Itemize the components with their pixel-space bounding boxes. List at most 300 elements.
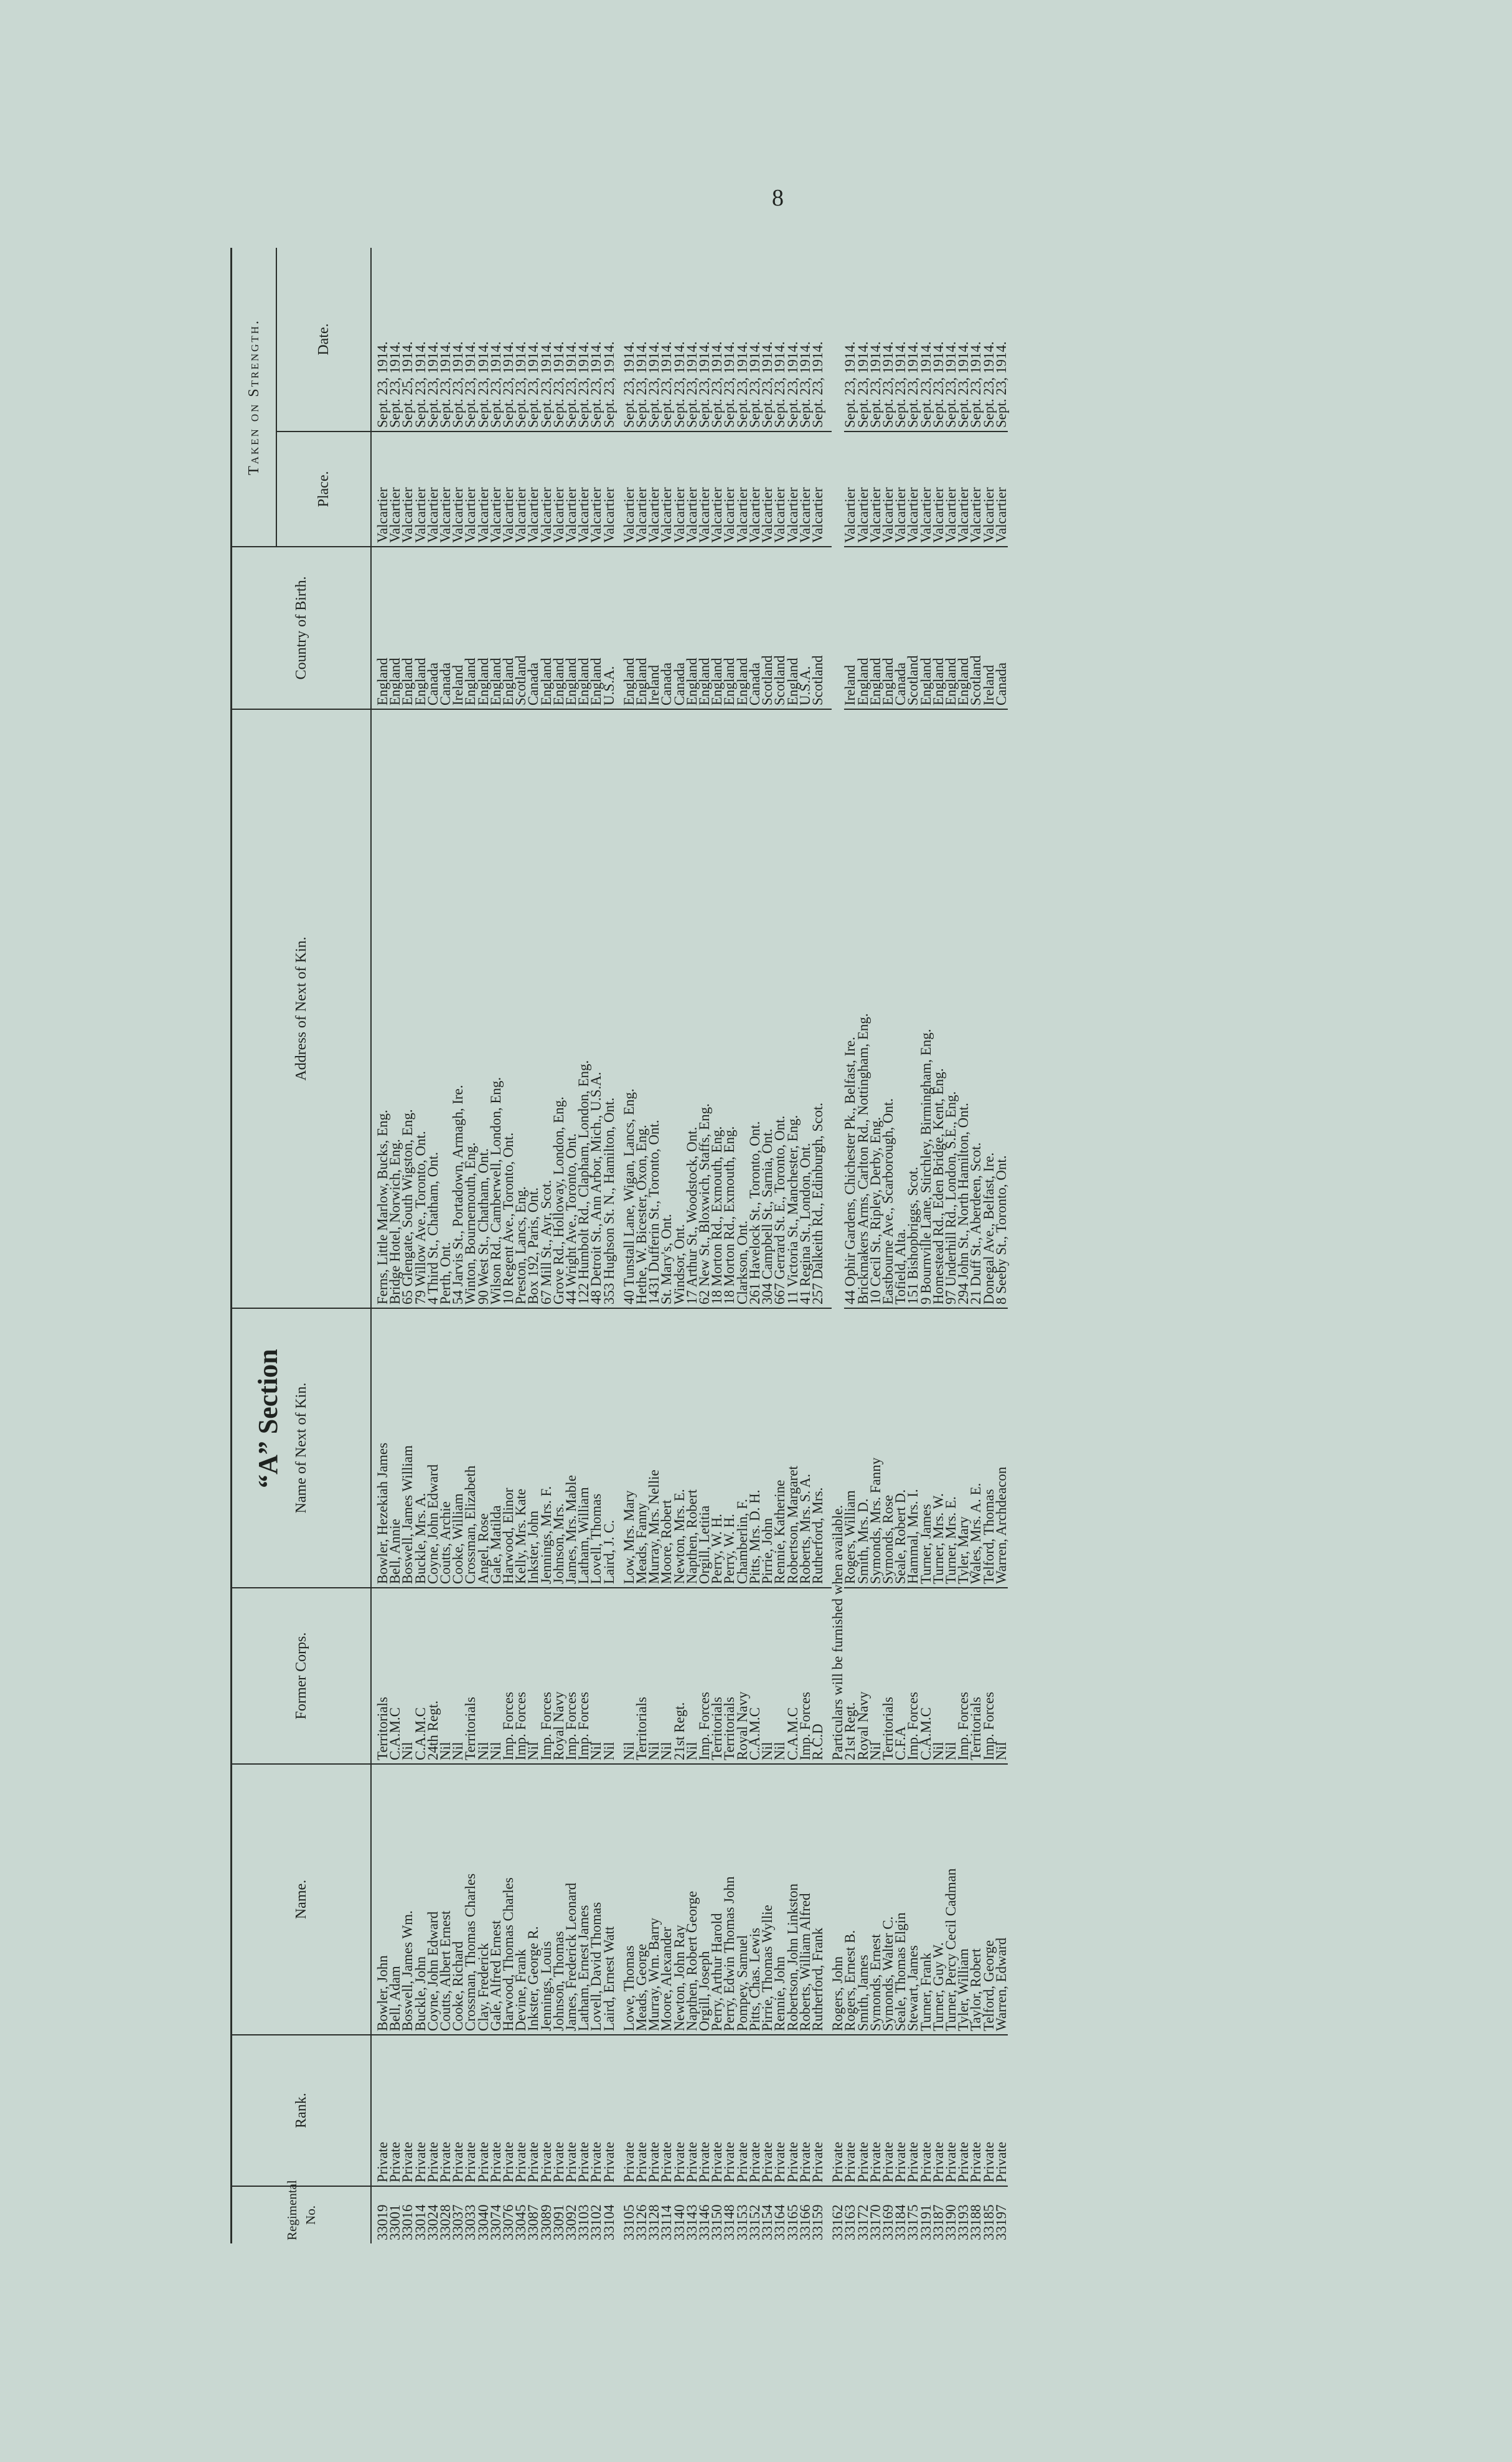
cell-next-of-kin: Jennings, Mrs. F.	[540, 1308, 553, 1588]
cell-country: Canada	[749, 547, 761, 709]
cell-former-corps: Imp. Forces	[907, 1588, 919, 1764]
cell-place: Valcartier	[490, 432, 502, 547]
cell-country: England	[686, 547, 698, 709]
cell-name: Harwood, Thomas Charles	[502, 1764, 515, 2035]
cell-date: Sept. 23, 1914.	[412, 341, 428, 428]
cell-regimental-no: 33045	[515, 2186, 527, 2243]
cell-place: Valcartier	[774, 432, 786, 547]
cell-rank: Private	[870, 2035, 882, 2186]
cell-regimental-no: 33091	[553, 2186, 565, 2243]
cell-former-corps: Imp. Forces	[578, 1588, 590, 1764]
cell-country: England	[565, 547, 578, 709]
cell-name: Laird, Ernest Watt	[603, 1764, 616, 2035]
cell-former-corps: Territorials	[723, 1588, 736, 1764]
cell-next-of-kin: Meads, Fanny	[636, 1308, 648, 1588]
cell-place: Valcartier	[515, 432, 527, 547]
table-row	[371, 248, 389, 2243]
cell-regimental-no: 33140	[674, 2186, 686, 2243]
cell-former-corps: Nil	[623, 1588, 636, 1764]
cell-former-corps: Nil	[870, 1588, 882, 1764]
cell-place: Valcartier	[389, 432, 401, 547]
cell-regimental-no: 33092	[565, 2186, 578, 2243]
cell-former-corps: Royal Navy	[857, 1588, 870, 1764]
cell-date: Sept. 23, 1914.	[797, 341, 813, 428]
cell-next-of-kin: Symonds, Mrs. Fanny	[870, 1308, 882, 1588]
cell-rank: Private	[674, 2035, 686, 2186]
cell-date: Sept. 23, 1914.	[842, 341, 858, 428]
header-rank: Rank.	[232, 2035, 372, 2186]
cell-date: Sept. 23, 1914.	[709, 341, 725, 428]
cell-country: Canada	[995, 547, 1008, 709]
cell-regimental-no: 33193	[957, 2186, 970, 2243]
cell-address: Brickmakers Arms, Carlton Rd., Nottingham, Eng.	[857, 709, 870, 1308]
cell-address: 257 Dalkeith Rd., Edinburgh, Scot.	[812, 709, 824, 1308]
section-title: “A” Section	[253, 1349, 283, 1488]
cell-date: Sept. 23, 1914.	[375, 341, 390, 428]
cell-name: Turner, Percy Cecil Cadman	[945, 1764, 957, 2035]
cell-address: 44 Ophir Gardens, Chichester Pk., Belfast, Ire.	[844, 709, 857, 1308]
cell-place: Valcartier	[711, 432, 723, 547]
cell-place: Valcartier	[698, 432, 711, 547]
cell-place: Valcartier	[945, 432, 957, 547]
cell-name: Cooke, Richard	[452, 1764, 464, 2035]
cell-place: Valcartier	[553, 432, 565, 547]
cell-next-of-kin: Seale, Robert D.	[895, 1308, 907, 1588]
cell-name: Devine, Frank	[515, 1764, 527, 2035]
cell-date: Sept. 23, 1914.	[671, 341, 687, 428]
cell-rank: Private	[590, 2035, 603, 2186]
cell-next-of-kin: Cooke, William	[452, 1308, 464, 1588]
cell-place: Valcartier	[787, 432, 799, 547]
cell-next-of-kin: Bell, Annie	[389, 1308, 401, 1588]
cell-next-of-kin: Murray, Mrs. Nellie	[648, 1308, 660, 1588]
cell-next-of-kin: Moore, Robert	[660, 1308, 673, 1588]
cell-regimental-no: 33016	[401, 2186, 414, 2243]
cell-address: 304 Campbell St., Sarnia, Ont.	[761, 709, 774, 1308]
cell-regimental-no: 33128	[648, 2186, 660, 2243]
cell-former-corps: Nil	[774, 1588, 786, 1764]
cell-regimental-no: 33172	[857, 2186, 870, 2243]
cell-address: Winton, Bournemouth, Eng.	[464, 709, 477, 1308]
cell-name: Meads, George	[636, 1764, 648, 2035]
cell-next-of-kin: Symonds, Rose	[882, 1308, 895, 1588]
nominal-roll-table	[230, 248, 1008, 2243]
cell-place: Valcartier	[870, 432, 882, 547]
cell-name: Tyler, William	[957, 1764, 970, 2035]
cell-place: Valcartier	[957, 432, 970, 547]
cell-name: Rennie, John	[774, 1764, 786, 2035]
cell-place: Valcartier	[723, 432, 736, 547]
cell-next-of-kin: Coutts, Archie	[439, 1308, 452, 1588]
cell-name: Coutts, Albert Ernest	[439, 1764, 452, 2035]
cell-regimental-no: 33175	[907, 2186, 919, 2243]
cell-former-corps: Imp. Forces	[957, 1588, 970, 1764]
cell-name: Napthen, Robert George	[686, 1764, 698, 2035]
cell-rank: Private	[578, 2035, 590, 2186]
cell-place: Valcartier	[371, 432, 389, 547]
cell-address: 90 West St., Chatham, Ont.	[477, 709, 490, 1308]
cell-date: Sept. 23, 1914.	[734, 341, 750, 428]
cell-name: Buckle, John	[415, 1764, 427, 2035]
cell-rank: Private	[401, 2035, 414, 2186]
cell-address: Wilson Rd., Camberwell, London, Eng.	[490, 709, 502, 1308]
cell-former-corps: Nil	[648, 1588, 660, 1764]
header-country: Country of Birth.	[232, 547, 372, 709]
cell-regimental-no: 33074	[490, 2186, 502, 2243]
cell-place: Valcartier	[749, 432, 761, 547]
cell-former-corps: Royal Navy	[553, 1588, 565, 1764]
cell-country: England	[464, 547, 477, 709]
cell-name: Seale, Thomas Elgin	[895, 1764, 907, 2035]
cell-former-corps: Territorials	[970, 1588, 982, 1764]
cell-address: 65 Glengate, South Wigston, Eng.	[401, 709, 414, 1308]
cell-date: Sept. 23, 1914.	[525, 341, 542, 428]
cell-rank: Private	[907, 2035, 919, 2186]
cell-regimental-no: 33185	[983, 2186, 995, 2243]
cell-regimental-no: 33102	[590, 2186, 603, 2243]
cell-regimental-no: 33184	[895, 2186, 907, 2243]
cell-date: Sept. 23, 1914.	[601, 341, 617, 428]
cell-rank: Private	[686, 2035, 698, 2186]
cell-date: Sept. 25, 1914.	[400, 341, 416, 428]
cell-country: Canada	[895, 547, 907, 709]
cell-name: Turner, Guy W.	[932, 1764, 945, 2035]
cell-rank: Private	[832, 2035, 844, 2186]
cell-name: Stewart, James	[907, 1764, 919, 2035]
cell-next-of-kin: Tyler, Mary	[957, 1308, 970, 1588]
cell-date: Sept. 23, 1914.	[563, 341, 580, 428]
cell-next-of-kin: Gale, Matilda	[490, 1308, 502, 1588]
cell-next-of-kin: Pitts, Mrs. D. H.	[749, 1308, 761, 1588]
cell-former-corps: Imp. Forces	[983, 1588, 995, 1764]
page-number: 8	[772, 185, 784, 211]
cell-address: 353 Hughson St. N., Hamilton, Ont.	[603, 709, 616, 1308]
cell-place: Valcartier	[882, 432, 895, 547]
cell-name: Orgill, Joseph	[698, 1764, 711, 2035]
cell-regimental-no: 33170	[870, 2186, 882, 2243]
cell-address: Perth, Ont.	[439, 709, 452, 1308]
cell-regimental-no: 33028	[439, 2186, 452, 2243]
cell-address: 122 Humbolt Rd., Clapham, London, Eng.	[578, 709, 590, 1308]
cell-country: England	[870, 547, 882, 709]
cell-next-of-kin: Newton, Mrs. E.	[674, 1308, 686, 1588]
cell-place: Valcartier	[477, 432, 490, 547]
cell-former-corps: Imp. Forces	[698, 1588, 711, 1764]
cell-regimental-no: 33105	[623, 2186, 636, 2243]
cell-date: Sept. 23, 1914.	[867, 341, 883, 428]
group-gap	[824, 248, 832, 2243]
header-next-of-kin: Name of Next of Kin.	[232, 1308, 372, 1588]
cell-address: 79 Willow Ave., Toronto, Ont.	[415, 709, 427, 1308]
cell-former-corps: Nil	[452, 1588, 464, 1764]
cell-rank: Private	[761, 2035, 774, 2186]
cell-next-of-kin: Smith, Mrs. D.	[857, 1308, 870, 1588]
cell-date: Sept. 23, 1914.	[942, 341, 959, 428]
cell-country: England	[698, 547, 711, 709]
cell-place: Valcartier	[799, 432, 812, 547]
cell-country: England	[945, 547, 957, 709]
cell-former-corps: Particulars will be furnished when available.	[830, 1504, 846, 1760]
cell-former-corps: Imp. Forces	[515, 1588, 527, 1764]
cell-next-of-kin: Turner, James	[920, 1308, 932, 1588]
cell-date: Sept. 23, 1914.	[659, 341, 675, 428]
cell-rank: Private	[895, 2035, 907, 2186]
cell-regimental-no: 33162	[832, 2186, 844, 2243]
cell-regimental-no: 33163	[844, 2186, 857, 2243]
roll-body	[371, 248, 1008, 2243]
cell-former-corps: C.A.M.C	[920, 1588, 932, 1764]
gap-cell	[616, 1588, 623, 1764]
cell-name: Robertson, John Linkston	[787, 1764, 799, 2035]
cell-rank: Private	[623, 2035, 636, 2186]
cell-place: Valcartier	[464, 432, 477, 547]
cell-name: Newton, John Ray	[674, 1764, 686, 2035]
cell-date: Sept. 23, 1914.	[550, 341, 566, 428]
cell-former-corps: Nil	[401, 1588, 414, 1764]
cell-country: England	[723, 547, 736, 709]
cell-date: Sept. 23, 1914.	[980, 341, 997, 428]
cell-country: England	[540, 547, 553, 709]
cell-place: Valcartier	[502, 432, 515, 547]
cell-regimental-no: 33040	[477, 2186, 490, 2243]
cell-former-corps: Imp. Forces	[502, 1588, 515, 1764]
cell-date: Sept. 23, 1914.	[918, 341, 934, 428]
gap-cell	[824, 248, 832, 432]
cell-country: Ireland	[648, 547, 660, 709]
cell-country: Ireland	[452, 547, 464, 709]
cell-place: Valcartier	[603, 432, 616, 547]
cell-address: 21 Duff St., Aberdeen, Scot.	[970, 709, 982, 1308]
cell-address: Bridge Hotel, Norwich, Eng.	[389, 709, 401, 1308]
cell-rank: Private	[540, 2035, 553, 2186]
cell-rank: Private	[502, 2035, 515, 2186]
cell-rank: Private	[553, 2035, 565, 2186]
cell-place: Valcartier	[674, 432, 686, 547]
cell-former-corps: Nil	[439, 1588, 452, 1764]
cell-name: Smith, James	[857, 1764, 870, 2035]
cell-rank: Private	[995, 2035, 1008, 2186]
cell-date: Sept. 23, 1914.	[634, 341, 650, 428]
cell-name: Rogers, Ernest B.	[844, 1764, 857, 2035]
cell-name: Perry, Arthur Harold	[711, 1764, 723, 2035]
cell-name: James, Frederick Leonard	[565, 1764, 578, 2035]
cell-next-of-kin: Rennie, Katherine	[774, 1308, 786, 1588]
table-row	[995, 248, 1008, 2243]
cell-name: Telford, George	[983, 1764, 995, 2035]
cell-regimental-no: 33153	[736, 2186, 749, 2243]
cell-rank: Private	[749, 2035, 761, 2186]
cell-name: Boswell, James Wm.	[401, 1764, 414, 2035]
cell-name: Roberts, William Alfred	[799, 1764, 812, 2035]
cell-address: Hethe, W. Bicester, Oxon, Eng.	[636, 709, 648, 1308]
cell-name: Clay, Frederick	[477, 1764, 490, 2035]
cell-date: Sept. 23, 1914.	[855, 341, 871, 428]
cell-regimental-no: 33146	[698, 2186, 711, 2243]
cell-name: Rutherford, Frank	[812, 1764, 824, 2035]
cell-regimental-no: 33014	[415, 2186, 427, 2243]
cell-date: Sept. 23, 1914.	[621, 341, 637, 428]
cell-former-corps: Nil	[527, 1588, 540, 1764]
cell-rank: Private	[723, 2035, 736, 2186]
cell-country: England	[502, 547, 515, 709]
cell-regimental-no: 33076	[502, 2186, 515, 2243]
cell-rank: Private	[711, 2035, 723, 2186]
cell-place: Valcartier	[648, 432, 660, 547]
cell-regimental-no: 33166	[799, 2186, 812, 2243]
cell-former-corps: Imp. Forces	[565, 1588, 578, 1764]
cell-former-corps: Territorials	[371, 1588, 389, 1764]
cell-date: Sept. 23, 1914.	[968, 341, 984, 428]
cell-rank: Private	[736, 2035, 749, 2186]
cell-next-of-kin: Perry, W. H.	[711, 1308, 723, 1588]
cell-next-of-kin: Latham, William	[578, 1308, 590, 1588]
cell-address: 17 Arthur St., Woodstock, Ont.	[686, 709, 698, 1308]
cell-regimental-no: 33188	[970, 2186, 982, 2243]
cell-name: Taylor, Robert	[970, 1764, 982, 2035]
cell-country: England	[920, 547, 932, 709]
cell-name: Bell, Adam	[389, 1764, 401, 2035]
table-row	[812, 248, 824, 2243]
cell-country: Canada	[660, 547, 673, 709]
cell-place: Valcartier	[660, 432, 673, 547]
cell-former-corps: R.C.D	[812, 1588, 824, 1764]
cell-former-corps: C.A.M.C	[749, 1588, 761, 1764]
cell-place: Valcartier	[452, 432, 464, 547]
cell-regimental-no: 33152	[749, 2186, 761, 2243]
cell-country: Scotland	[812, 547, 824, 709]
cell-country: U.S.A.	[603, 547, 616, 709]
cell-name: Moore, Alexander	[660, 1764, 673, 2035]
cell-rank: Private	[439, 2035, 452, 2186]
cell-name: Gale, Alfred Ernest	[490, 1764, 502, 2035]
cell-country: England	[736, 547, 749, 709]
cell-next-of-kin: Boswell, James William	[401, 1308, 414, 1588]
cell-country: Scotland	[907, 547, 919, 709]
cell-next-of-kin: Inkster, John	[527, 1308, 540, 1588]
cell-rank: Private	[464, 2035, 477, 2186]
cell-rank: Private	[844, 2035, 857, 2186]
cell-name: Crossman, Thomas Charles	[464, 1764, 477, 2035]
cell-next-of-kin: Pirrie, John	[761, 1308, 774, 1588]
cell-name: Symonds, Ernest	[870, 1764, 882, 2035]
cell-address: Eastbourne Ave., Scarborough, Ont.	[882, 709, 895, 1308]
cell-place: Valcartier	[427, 432, 439, 547]
cell-regimental-no: 33126	[636, 2186, 648, 2243]
cell-former-corps: Nil	[490, 1588, 502, 1764]
cell-regimental-no: 33033	[464, 2186, 477, 2243]
cell-rank: Private	[920, 2035, 932, 2186]
cell-date: Sept. 23, 1914.	[905, 341, 921, 428]
cell-rank: Private	[371, 2035, 389, 2186]
cell-address: 8 Seeby St., Toronto, Ont.	[995, 709, 1008, 1308]
cell-address: 10 Cecil St., Ripley, Derby, Eng.	[870, 709, 882, 1308]
cell-address: 294 John St., North Hamilton, Ont.	[957, 709, 970, 1308]
cell-date: Sept. 23, 1914.	[784, 341, 801, 428]
cell-address: 40 Tunstall Lane, Wigan, Lancs, Eng.	[623, 709, 636, 1308]
cell-next-of-kin: Hammal, Mrs. I.	[907, 1308, 919, 1588]
cell-regimental-no: 33164	[774, 2186, 786, 2243]
cell-date: Sept. 23, 1914.	[646, 341, 662, 428]
nominal-roll-table-wrapper	[230, 248, 1341, 2243]
cell-country: England	[415, 547, 427, 709]
cell-address: 1431 Dufferin St., Toronto, Ont.	[648, 709, 660, 1308]
cell-address: Grove Rd., Holloway, London, Eng.	[553, 709, 565, 1308]
cell-name: Rogers, John	[832, 1764, 844, 2035]
cell-place: Valcartier	[895, 432, 907, 547]
cell-place: Valcartier	[540, 432, 553, 547]
cell-name: Bowler, John	[371, 1764, 389, 2035]
cell-country: England	[371, 547, 389, 709]
cell-rank: Private	[636, 2035, 648, 2186]
cell-rank: Private	[477, 2035, 490, 2186]
cell-address: Tofield, Alta.	[895, 709, 907, 1308]
header-name: Name.	[232, 1764, 372, 2035]
cell-regimental-no: 33169	[882, 2186, 895, 2243]
cell-rank: Private	[415, 2035, 427, 2186]
cell-date: Sept. 23, 1914.	[880, 341, 896, 428]
cell-date: Sept. 23, 1914.	[387, 341, 403, 428]
cell-next-of-kin: Harwood, Elinor	[502, 1308, 515, 1588]
cell-date: Sept. 23, 1914.	[759, 341, 776, 428]
cell-place: Valcartier	[736, 432, 749, 547]
cell-name: Warren, Edward	[995, 1764, 1008, 2035]
cell-date: Sept. 23, 1914.	[746, 341, 763, 428]
cell-address: 48 Detroit St., Ann Arbor, Mich., U.S.A.	[590, 709, 603, 1308]
header-address: Address of Next of Kin.	[232, 709, 372, 1308]
cell-next-of-kin: Buckle, Mrs. A.	[415, 1308, 427, 1588]
cell-rank: Private	[648, 2035, 660, 2186]
cell-date: Sept. 23, 1914.	[956, 341, 972, 428]
cell-address: Box 192, Paris, Ont.	[527, 709, 540, 1308]
cell-former-corps: 21st Regt.	[674, 1588, 686, 1764]
cell-former-corps: Royal Navy	[736, 1588, 749, 1764]
cell-country: England	[932, 547, 945, 709]
cell-country: Scotland	[774, 547, 786, 709]
cell-date: Sept. 23, 1914.	[930, 341, 946, 428]
cell-next-of-kin: Lovell, Thomas	[590, 1308, 603, 1588]
cell-country: Canada	[674, 547, 686, 709]
cell-date: Sept. 23, 1914.	[438, 341, 454, 428]
cell-next-of-kin: Turner, Mrs. W.	[932, 1308, 945, 1588]
cell-date: Sept. 23, 1914.	[697, 341, 713, 428]
cell-address: 10 Regent Ave., Toronto, Ont.	[502, 709, 515, 1308]
cell-name: Pirrie, Thomas Wyllie	[761, 1764, 774, 2035]
cell-rank: Private	[787, 2035, 799, 2186]
cell-regimental-no: 33103	[578, 2186, 590, 2243]
header-regimental-no: Regimental No.	[232, 2186, 372, 2243]
cell-regimental-no: 33087	[527, 2186, 540, 2243]
cell-rank: Private	[603, 2035, 616, 2186]
cell-place: Valcartier	[439, 432, 452, 547]
cell-next-of-kin: James, Mrs. Mable	[565, 1308, 578, 1588]
cell-date: Sept. 23, 1914.	[993, 341, 1009, 428]
cell-rank: Private	[515, 2035, 527, 2186]
cell-country: England	[477, 547, 490, 709]
cell-regimental-no: 33191	[920, 2186, 932, 2243]
cell-next-of-kin: Bowler, Hezekiah James	[371, 1308, 389, 1588]
cell-former-corps: Imp. Forces	[540, 1588, 553, 1764]
cell-country: Ireland	[983, 547, 995, 709]
cell-country: England	[636, 547, 648, 709]
cell-former-corps: Nil	[603, 1588, 616, 1764]
cell-place: Valcartier	[995, 432, 1008, 547]
cell-next-of-kin: Crossman, Elizabeth	[464, 1308, 477, 1588]
cell-next-of-kin: Warren, Archdeacon	[995, 1308, 1008, 1588]
cell-country: England	[578, 547, 590, 709]
cell-country: England	[857, 547, 870, 709]
cell-former-corps: Nil	[590, 1588, 603, 1764]
cell-address: Clarkson, Ont.	[736, 709, 749, 1308]
